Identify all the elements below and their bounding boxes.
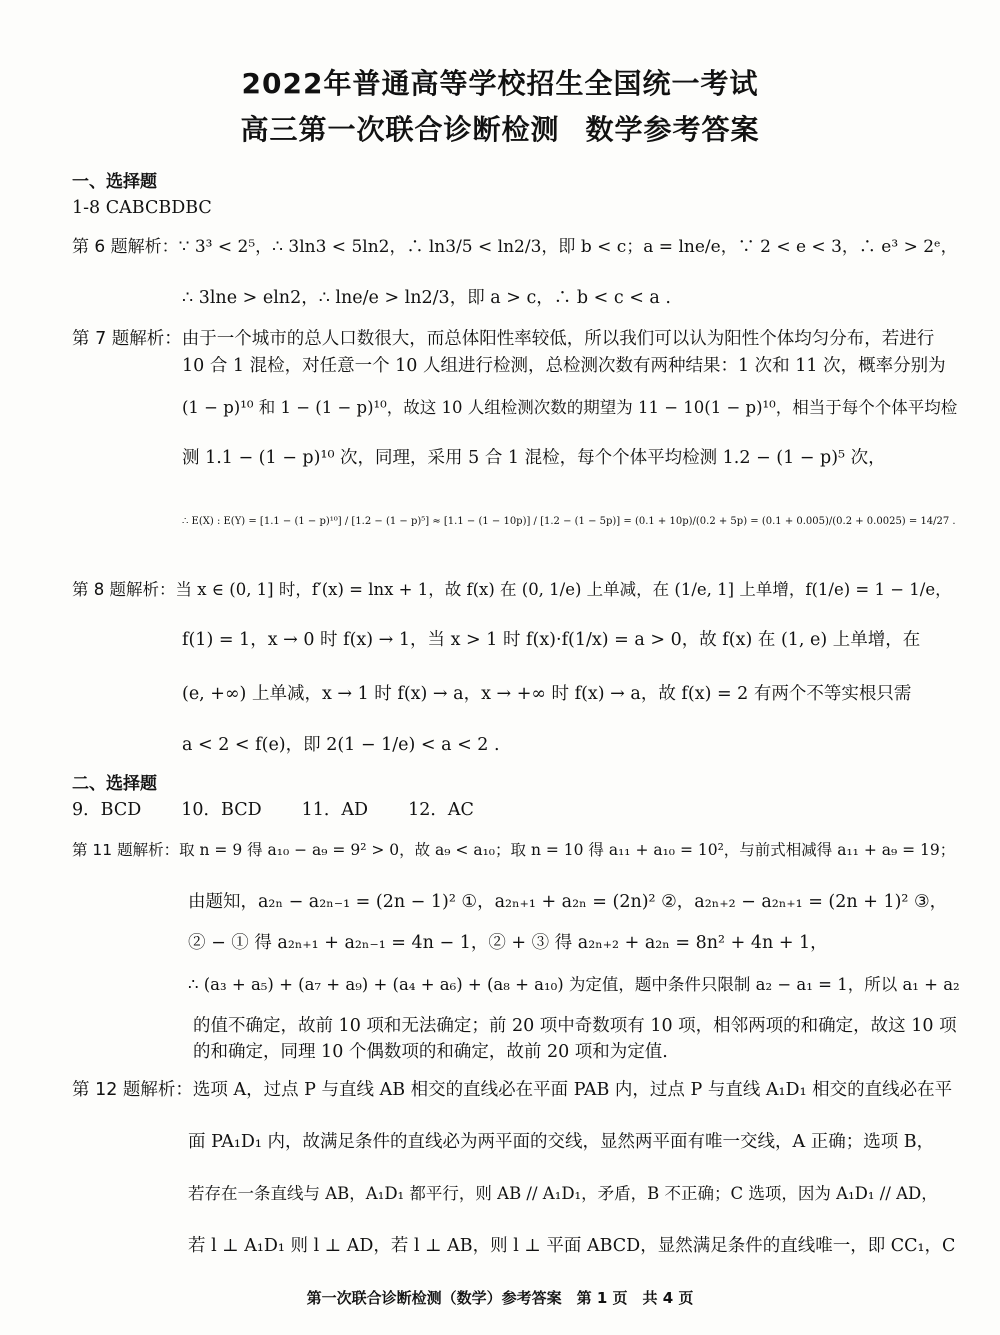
- section-2-heading: 二、选择题: [72, 774, 157, 794]
- q11-line-3: ② − ① 得 a₂ₙ₊₁ + a₂ₙ₋₁ = 4n − 1，② + ③ 得 a₂ₙ₊₂ + a₂ₙ = 8n² + 4n + 1，: [188, 933, 828, 953]
- q12-line-1: 第 12 题解析：选项 A，过点 P 与直线 AB 相交的直线必在平面 PAB 内，过点 P 与直线 A₁D₁ 相交的直线必在平: [72, 1080, 953, 1100]
- section-1-heading: 一、选择题: [72, 172, 157, 192]
- q6-label: 第 6 题解析：: [72, 237, 179, 257]
- q11-line-5: 的值不确定，故前 10 项和无法确定；前 20 项中奇数项有 10 项，相邻两项的和确定，故这 10 项: [193, 1016, 957, 1036]
- section-1-answers: 1-8 CABCBDBC: [72, 198, 212, 218]
- subtitle-part-1: 高三第一次联合诊断检测: [240, 113, 560, 146]
- q12-label: 第 12 题解析：: [72, 1080, 193, 1100]
- subtitle-part-2: 数学参考答案: [585, 113, 760, 146]
- q8-line-1: 第 8 题解析：当 x ∈ (0, 1] 时，f′(x) = lnx + 1，故 f(x) 在 (0, 1/e) 上单减，在 (1/e, 1] 上单增，f(1/e) = 1 − 1/e，: [72, 580, 952, 599]
- q6-line-1: 第 6 题解析：∵ 3³ < 2⁵，∴ 3ln3 < 5ln2，∴ ln3/5 < ln2/3，即 b < c；a = lne/e，∵ 2 < e < 3，∴ e³ > 2ᵉ，: [72, 237, 958, 257]
- q8-line-2: f(1) = 1，x → 0 时 f(x) → 1，当 x > 1 时 f(x)·f(1/x) = a > 0，故 f(x) 在 (1, e) 上单增，在: [182, 630, 921, 650]
- q12-line-3: 若存在一条直线与 AB，A₁D₁ 都平行，则 AB // A₁D₁，矛盾，B 不正确；C 选项，因为 A₁D₁ // AD，: [188, 1184, 938, 1203]
- q12-line-4: 若 l ⊥ A₁D₁ 则 l ⊥ AD，若 l ⊥ AB，则 l ⊥ 平面 ABCD，显然满足条件的直线唯一，即 CC₁，C: [188, 1236, 956, 1256]
- q8-line-4: a < 2 < f(e)，即 2(1 − 1/e) < a < 2 .: [182, 735, 500, 755]
- q7-line-5: ∴ E(X) : E(Y) = [1.1 − (1 − p)¹⁰] / [1.2 − (1 − p)⁵] ≈ [1.1 − (1 − 10p)] / [1.2 − (1 − 5p)] = (0.1 + 10p)/(0.2 + 5p) = (0.1 + 0.005)/(0.2 + 0.0025) = 14/27 .: [182, 516, 956, 527]
- q8-label: 第 8 题解析：: [72, 580, 176, 599]
- answer-9: 9．BCD: [72, 800, 142, 820]
- q7-line-1: 第 7 题解析：由于一个城市的总人口数很大，而总体阳性率较低，所以我们可以认为阳性个体均匀分布，若进行: [72, 329, 935, 349]
- q11-line-1: 第 11 题解析：取 n = 9 得 a₁₀ − a₉ = 9² > 0，故 a₉ < a₁₀；取 n = 10 得 a₁₁ + a₁₀ = 10²，与前式相减得 a₁₁ + a₉ = 19；: [72, 841, 956, 859]
- exam-subtitle: [0, 108, 1000, 148]
- q7-line-4: 测 1.1 − (1 − p)¹⁰ 次，同理，采用 5 合 1 混检，每个个体平均检测 1.2 − (1 − p)⁵ 次，: [182, 448, 886, 468]
- q7-label: 第 7 题解析：: [72, 329, 182, 349]
- q7-line-2: 10 合 1 混检，对任意一个 10 人组进行检测，总检测次数有两种结果：1 次和 11 次，概率分别为: [182, 356, 946, 376]
- q11-line-2: 由题知，a₂ₙ − a₂ₙ₋₁ = (2n − 1)² ①，a₂ₙ₊₁ + a₂ₙ = (2n)² ②，a₂ₙ₊₂ − a₂ₙ₊₁ = (2n + 1)² ③，: [188, 892, 948, 912]
- answer-11: 11．AD: [301, 800, 369, 820]
- q11-line-6: 的和确定，同理 10 个偶数项的和确定，故前 20 项和为定值.: [193, 1042, 668, 1062]
- q6-line-2: ∴ 3lne > eln2，∴ lne/e > ln2/3，即 a > c，∴ b < c < a .: [182, 288, 671, 308]
- answer-10: 10．BCD: [181, 800, 262, 820]
- q8-line-3: (e, +∞) 上单减，x → 1 时 f(x) → a，x → +∞ 时 f(x) → a，故 f(x) = 2 有两个不等实根只需: [182, 684, 912, 704]
- section-2-answers: [72, 798, 514, 822]
- page-footer: 第一次联合诊断检测（数学）参考答案 第 1 页 共 4 页: [306, 1289, 694, 1307]
- q7-line-3: (1 − p)¹⁰ 和 1 − (1 − p)¹⁰，故这 10 人组检测次数的期望为 11 − 10(1 − p)¹⁰，相当于每个个体平均检: [182, 398, 958, 417]
- answer-12: 12．AC: [408, 800, 474, 820]
- q11-line-4: ∴ (a₃ + a₅) + (a₇ + a₉) + (a₄ + a₆) + (a₈ + a₁₀) 为定值，题中条件只限制 a₂ − a₁ = 1，所以 a₁ + a₂: [188, 975, 960, 994]
- q11-label: 第 11 题解析：: [72, 841, 180, 859]
- q12-line-2: 面 PA₁D₁ 内，故满足条件的直线必为两平面的交线，显然两平面有唯一交线，A 正确；选项 B，: [188, 1132, 935, 1152]
- exam-title: 2022年普通高等学校招生全国统一考试: [241, 67, 759, 100]
